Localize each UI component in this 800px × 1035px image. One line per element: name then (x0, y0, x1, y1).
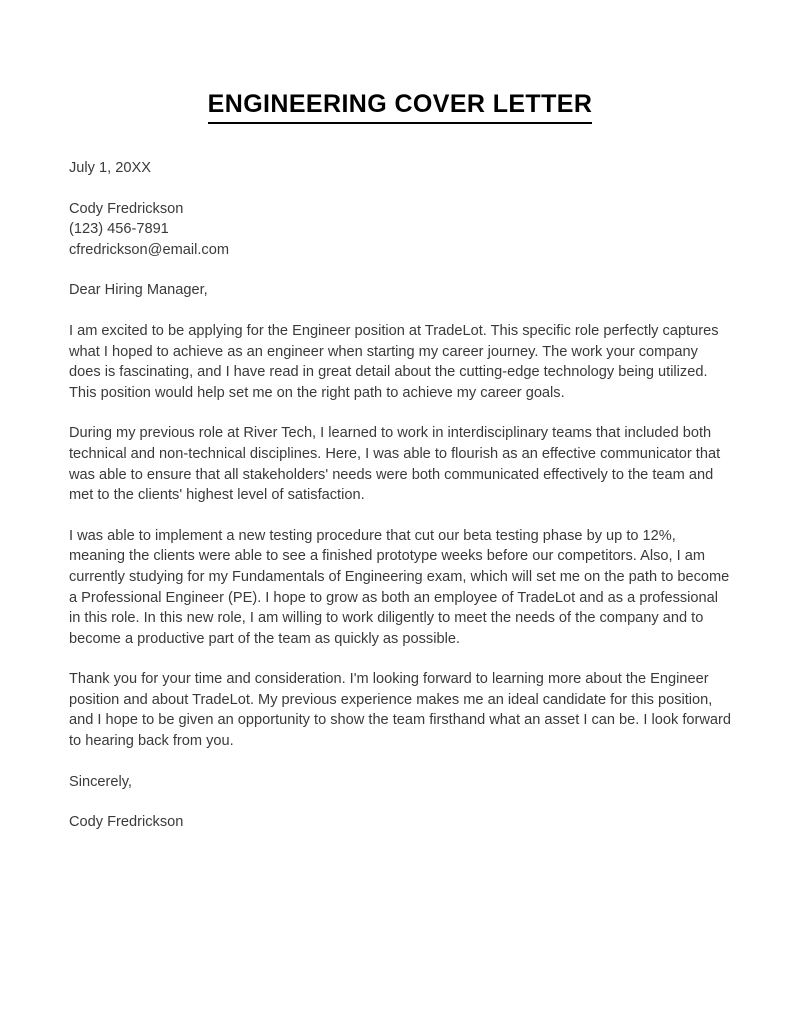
page-title-text: ENGINEERING COVER LETTER (208, 90, 593, 124)
closing-salutation: Sincerely, (69, 773, 132, 790)
letter-date: July 1, 20XX (69, 160, 151, 176)
date-block (69, 158, 733, 179)
closing-block (69, 772, 733, 833)
page-title (0, 90, 800, 124)
sender-phone: (123) 456-7891 (69, 221, 169, 238)
salutation-block (69, 280, 733, 301)
body-paragraph-1: I am excited to be applying for the Engineer position at TradeLot. This specific role perfectly captures what I hoped to achieve as an engineer when starting my career journey. The work your company does is fascinating, and I have read in great detail about the cutting-edge technology being utilized. This position would help set me on the right path to achieve my career goals. (69, 322, 719, 401)
signature-name: Cody Fredrickson (69, 814, 184, 831)
sender-block (69, 199, 733, 261)
letter-body (69, 158, 733, 833)
body-paragraph-4: Thank you for your time and consideration. I'm looking forward to learning more about the Engineer position and about TradeLot. My previous experience makes me an ideal candidate for this position, and I hope to be given an opportunity to show the team firsthand what an asset I can be. I look forward to hearing back from you. (69, 671, 731, 750)
sender-name: Cody Fredrickson (69, 200, 184, 217)
body-paragraph-3: I was able to implement a new testing procedure that cut our beta testing phase by up to 12%, meaning the clients were able to see a finished prototype weeks before our competitors. Also, I am currently studying for my Fundamentals of Engineering exam, which will set me on the path to become a Professional Engineer (PE). I hope to grow as both an employee of TradeLot and as a professional in this role. In this new role, I am willing to work diligently to meet the needs of the company and to become a productive part of the team as quickly as possible. (69, 527, 730, 647)
sender-email: cfredrickson@email.com (69, 241, 229, 258)
body-paragraph-2: During my previous role at River Tech, I learned to work in interdisciplinary teams that included both technical and non-technical disciplines. Here, I was able to flourish as an effective communicator that was able to ensure that all stakeholders' needs were both communicated effectively to the team and met to the clients' highest level of satisfaction. (69, 425, 721, 504)
salutation: Dear Hiring Manager, (69, 282, 208, 299)
